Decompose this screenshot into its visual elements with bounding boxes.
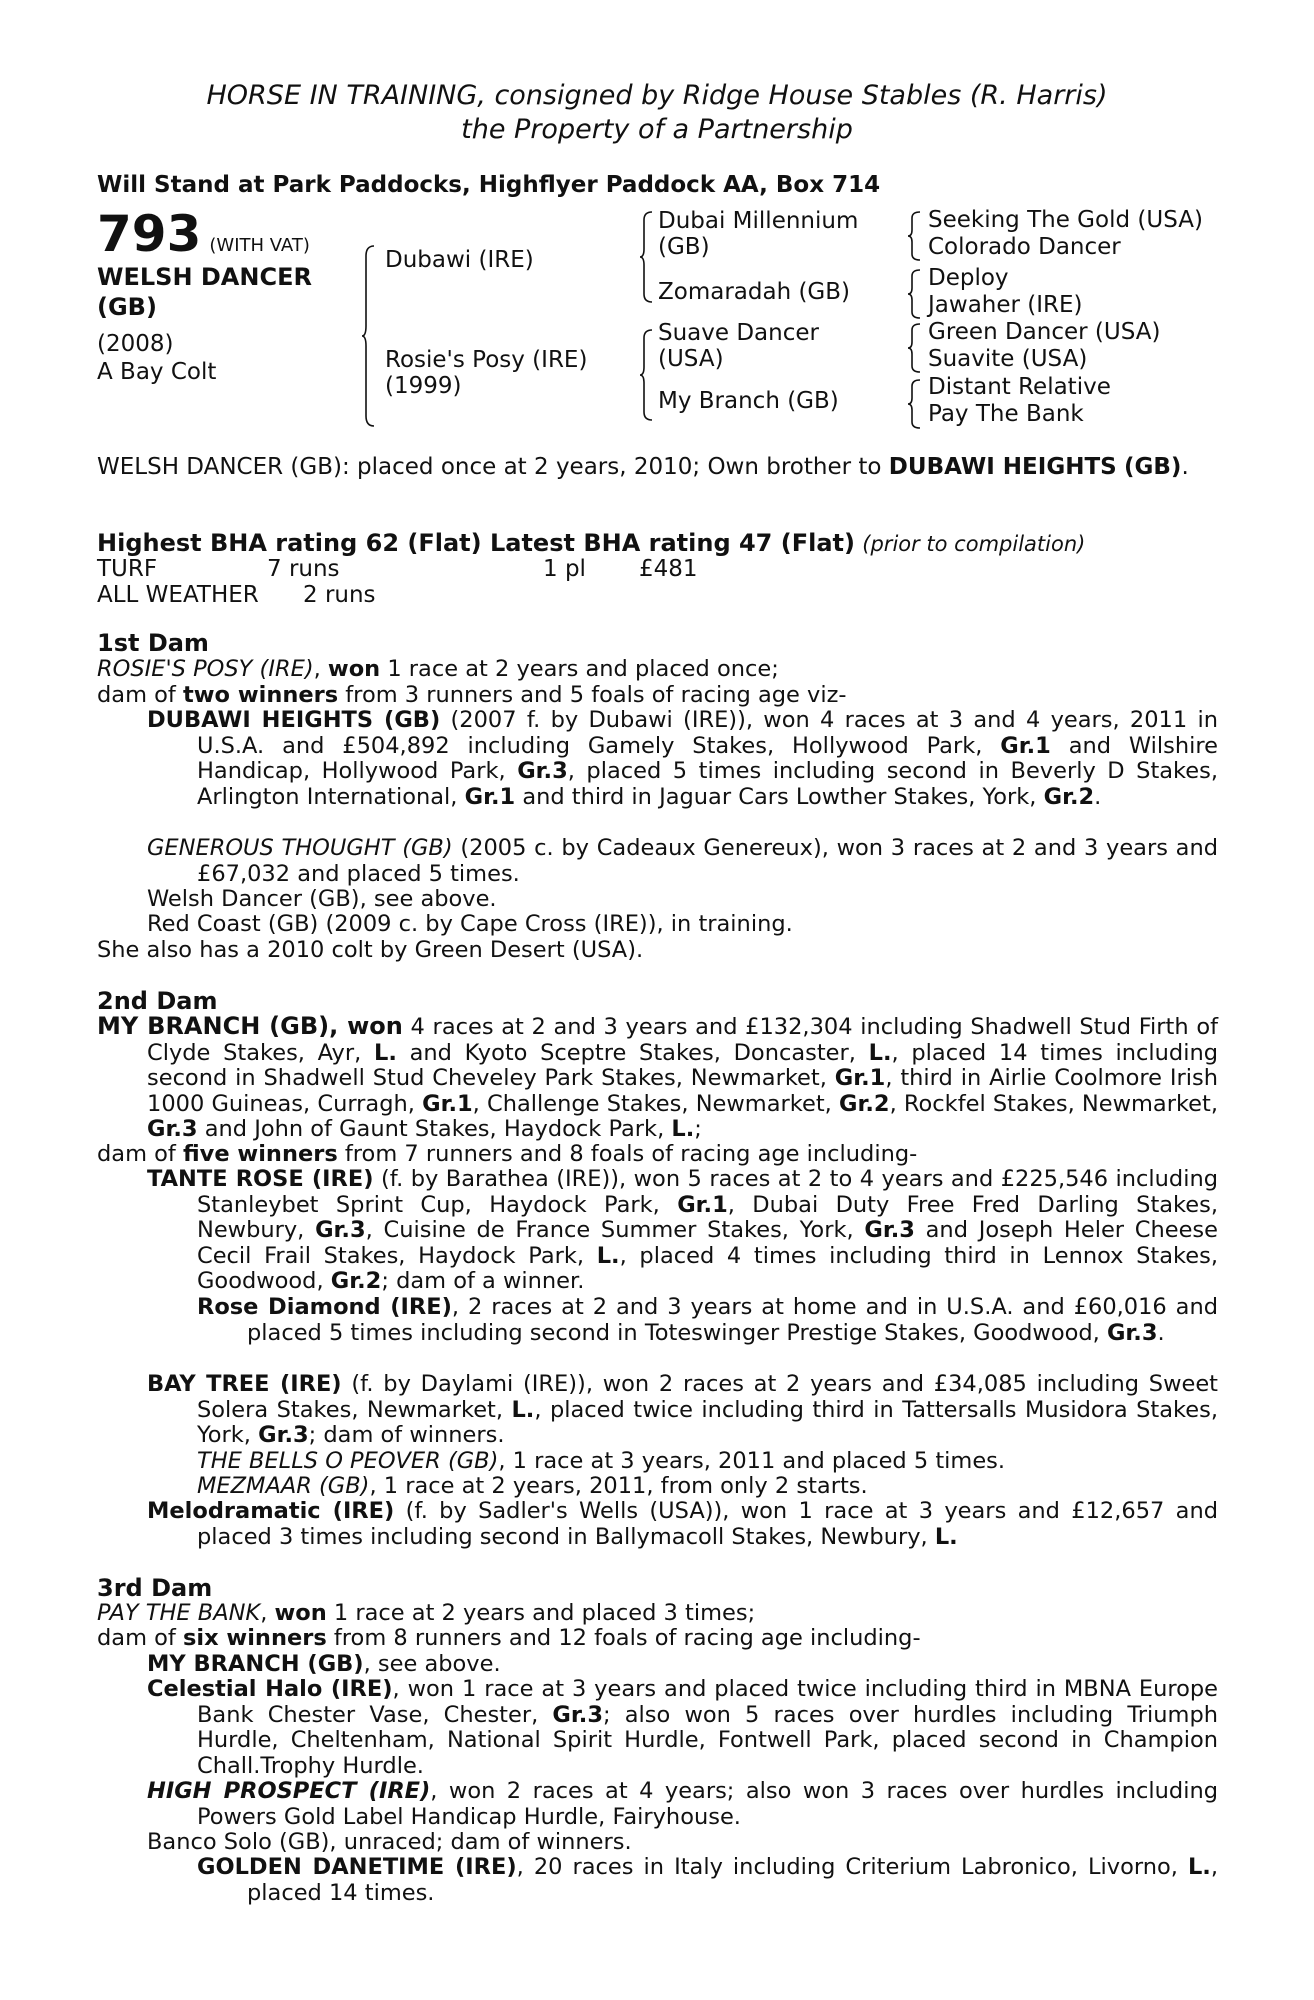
turf-prize: £481 [639,556,698,582]
dam1-line1: ROSIE'S POSY (IRE), won 1 race at 2 years and placed once; [97,656,779,682]
dam2-heading: 2nd Dam [97,987,218,1015]
horse-name [97,262,312,322]
dam1-heading: 1st Dam [97,629,209,657]
lot-block [97,206,310,262]
dam2-produce-rose-diamond: Rose Diamond (IRE), 2 races at 2 and 3 years at home and in U.S.A. and £60,016 and placed 5 times including second in Toteswinger Prestige Stakes, Goodwood, Gr.3. [197,1294,1218,1346]
brace-sire-line [640,210,654,304]
brace-dam-line [640,328,654,422]
pedigree-sire: Dubawi (IRE) [385,247,534,273]
dam3-produce-banco-solo: Banco Solo (GB), unraced; dam of winners. [147,1829,632,1855]
summary: WELSH DANCER (GB): placed once at 2 years, 2010; Own brother to DUBAWI HEIGHTS (GB). [97,454,1189,480]
pedigree-g8: Pay The Bank [928,401,1084,427]
pedigree-dam-dam: My Branch (GB) [658,388,839,414]
pedigree-g4: Jawaher (IRE) [928,292,1083,318]
pedigree-dam-sire-2: (USA) [658,346,724,372]
pedigree-dam-name: Rosie's Posy (IRE) [385,347,588,373]
pedigree-g5: Green Dancer (USA) [928,319,1161,345]
dam3-heading: 3rd Dam [97,1574,213,1602]
pedigree-sire-sire-2: (GB) [658,234,710,260]
horse-description: A Bay Colt [97,359,217,385]
brace-g1 [908,210,922,262]
brace-g4 [908,378,922,430]
dam1-line2: dam of two winners from 3 runners and 5 foals of racing age viz- [97,682,847,708]
pedigree-dam-year: (1999) [385,373,462,399]
turf-placed: 1 pl [543,556,586,582]
dam2-produce-melodramatic: Melodramatic (IRE) (f. by Sadler's Wells (USA)), won 1 race at 3 years and £12,657 and placed 3 times including second in Ballymacoll Stakes, Newbury, L. [147,1498,1218,1550]
dam2-produce-bay-tree: BAY TREE (IRE) (f. by Daylami (IRE)), won 2 races at 2 years and £34,085 including Sweet Solera Stakes, Newmarket, L., placed twice including third in Tattersalls Musidora Stakes, York, Gr.3; dam of winners. [147,1371,1218,1448]
dam3-line2: dam of six winners from 8 runners and 12 foals of racing age including- [97,1625,921,1651]
lot-number: 793 [97,205,202,263]
dam3-produce-high-prospect: HIGH PROSPECT (IRE), won 2 races at 4 years; also won 3 races over hurdles including Powers Gold Label Handicap Hurdle, Fairyhouse. [147,1778,1218,1830]
pedigree-g3: Deploy [928,265,1009,291]
pedigree-dam-sire-1: Suave Dancer [658,320,819,346]
dam1-produce-welsh-dancer: Welsh Dancer (GB), see above. [147,886,497,912]
brace-sire-dam [362,244,376,428]
pedigree-g1: Seeking The Gold (USA) [928,207,1203,233]
dam2-produce-tante-rose: TANTE ROSE (IRE) (f. by Barathea (IRE)), won 5 races at 2 to 4 years and £225,546 including Stanleybet Sprint Cup, Haydock Park, Gr.1, Dubai Duty Free Fred Darling Stakes, Newbury, Gr.3, Cuisine de France Summer Stakes, York, Gr.3 and Joseph Heler Cheese Cecil Frail Stakes, Haydock Park, L., placed 4 times including third in Lennox Stakes, Goodwood, Gr.2; dam of a winner. [147,1166,1218,1294]
pedigree-g6: Suavite (USA) [928,346,1088,372]
dam2-produce-mezmaar: MEZMAAR (GB), 1 race at 2 years, 2011, from only 2 starts. [197,1473,868,1499]
horse-year: (2008) [97,331,174,357]
dam1-produce-red-coast: Red Coast (GB) (2009 c. by Cape Cross (IRE)), in training. [147,911,793,937]
pedigree-g2: Colorado Dancer [928,234,1121,260]
dam3-produce-my-branch: MY BRANCH (GB), see above. [147,1651,501,1677]
dam2-produce-summary: dam of five winners from 7 runners and 8 foals of racing age including- [97,1141,918,1167]
aw-label: ALL WEATHER [97,582,259,608]
dam2-produce-bells-o-peover: THE BELLS O PEOVER (GB), 1 race at 3 years, 2011 and placed 5 times. [197,1448,1006,1474]
brace-g2 [908,268,922,320]
dam2-record: MY BRANCH (GB), won 4 races at 2 and 3 years and £132,304 including Shadwell Stud Firth of Clyde Stakes, Ayr, L. and Kyoto Sceptre Stakes, Doncaster, L., placed 14 times including second in Shadwell Stud Cheveley Park Stakes, Newmarket, Gr.1, third in Airlie Coolmore Irish 1000 Guineas, Curragh, Gr.1, Challenge Stakes, Newmarket, Gr.2, Rockfel Stakes, Newmarket, Gr.3 and John of Gaunt Stakes, Haydock Park, L.; [97,1012,1219,1142]
dam3-line1: PAY THE BANK, won 1 race at 2 years and placed 3 times; [97,1600,756,1626]
vat-note: (WITH VAT) [209,235,310,256]
pedigree-sire-sire-1: Dubai Millennium [658,208,859,234]
stand-location: Will Stand at Park Paddocks, Highflyer Paddock AA, Box 714 [97,172,881,198]
dam3-produce-celestial-halo: Celestial Halo (IRE), won 1 race at 3 years and placed twice including third in MBNA Europe Bank Chester Vase, Chester, Gr.3; also won 5 races over hurdles including Triumph Hurdle, Cheltenham, National Spirit Hurdle, Fontwell Park, placed second in Champion Chall.Trophy Hurdle. [147,1676,1219,1779]
horse-name-line1: WELSH DANCER [97,263,312,291]
aw-runs: 2 runs [303,582,376,608]
turf-label: TURF [97,556,158,582]
turf-runs: 7 runs [267,556,340,582]
header-line-1: HORSE IN TRAINING, consigned by Ridge House Stables (R. Harris) [206,80,1108,111]
pedigree-g7: Distant Relative [928,374,1111,400]
rating-line: Highest BHA rating 62 (Flat) Latest BHA rating 47 (Flat) (prior to compilation) [97,529,1086,557]
horse-name-line2: (GB) [97,293,157,321]
dam1-also: She also has a 2010 colt by Green Desert (USA). [97,937,644,963]
brace-g3 [908,322,922,374]
pedigree-sire-dam: Zomaradah (GB) [658,279,851,305]
dam1-produce-dubawi-heights: DUBAWI HEIGHTS (GB) (2007 f. by Dubawi (IRE)), won 4 races at 3 and 4 years, 2011 in U.S.A. and £504,892 including Gamely Stakes, Hollywood Park, Gr.1 and Wilshire Handicap, Hollywood Park, Gr.3, placed 5 times including second in Beverly D Stakes, Arlington International, Gr.1 and third in Jaguar Cars Lowther Stakes, York, Gr.2. [147,707,1218,810]
dam1-produce-generous-thought: GENEROUS THOUGHT (GB) (2005 c. by Cadeaux Genereux), won 3 races at 2 and 3 years and £67,032 and placed 5 times. [147,835,1218,887]
dam3-produce-golden-danetime: GOLDEN DANETIME (IRE), 20 races in Italy including Criterium Labronico, Livorno, L., placed 14 times. [197,1854,1218,1906]
header-line-2: the Property of a Partnership [461,114,853,145]
